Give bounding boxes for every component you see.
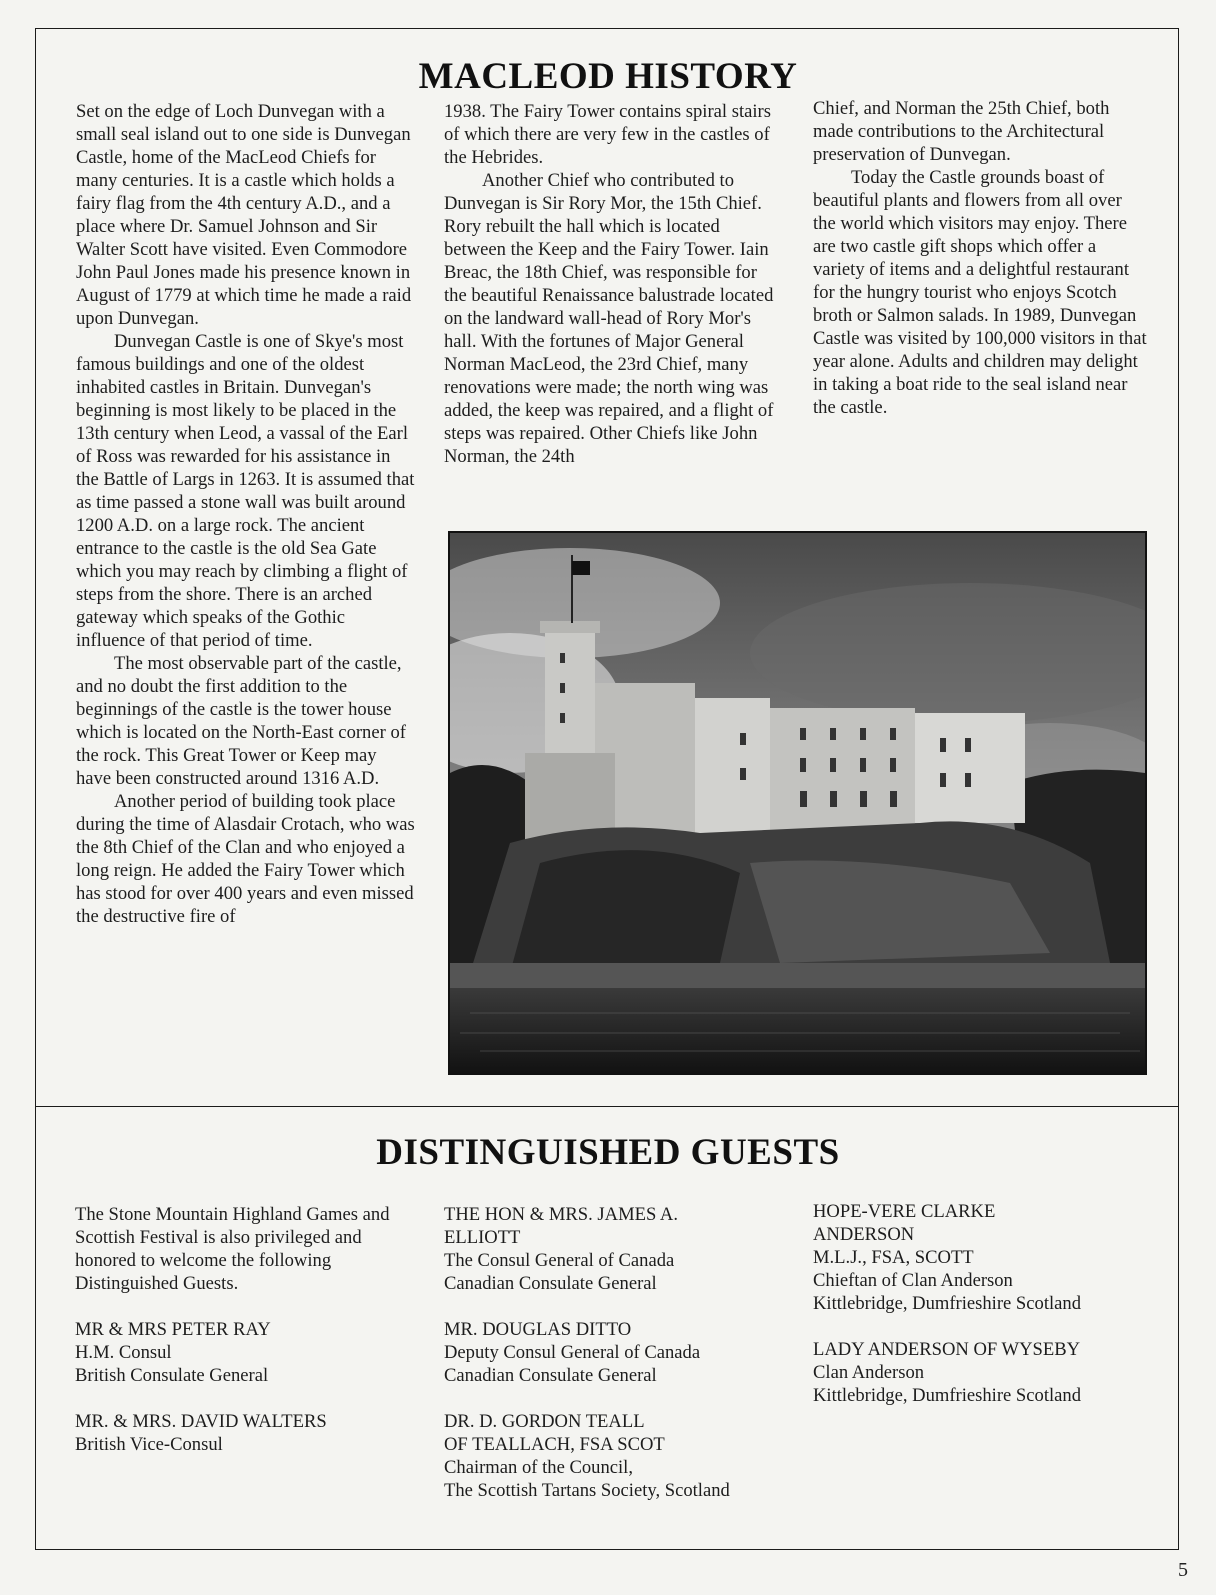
history-title: MACLEOD HISTORY bbox=[418, 56, 798, 97]
guests-title: DISTINGUISHED GUESTS bbox=[376, 1132, 840, 1173]
guest-entry bbox=[444, 1203, 784, 1295]
section-divider bbox=[35, 1106, 1179, 1107]
guest-entry bbox=[444, 1410, 784, 1502]
castle-photo bbox=[448, 531, 1147, 1075]
guest-line: DR. D. GORDON TEALL bbox=[444, 1411, 645, 1432]
history-column-3 bbox=[813, 97, 1148, 419]
guest-line: Chairman of the Council, bbox=[444, 1457, 633, 1478]
guest-line: M.L.J., FSA, SCOTT bbox=[813, 1247, 974, 1268]
history-paragraph: Chief, and Norman the 25th Chief, both made contributions to the Architectural preservation of Dunvegan. bbox=[813, 98, 1110, 165]
guests-column-1 bbox=[75, 1203, 415, 1479]
history-paragraph: Another Chief who contributed to Dunvegan is Sir Rory Mor, the 15th Chief. Rory rebuilt the hall which is located between the Keep and the Fairy Tower. Iain Breac, the 18th Chief, was responsible for the beautiful Renaissance balustrade located on the landward wall-head of Rory Mor's hall. With the fortunes of Major General Norman MacLeod, the 23rd Chief, many renovations were made; the north wing was added, the keep was repaired, and a flight of steps was repaired. Other Chiefs like John Norman, the 24th bbox=[444, 170, 774, 467]
guest-line: Deputy Consul General of Canada bbox=[444, 1342, 701, 1363]
guest-line: Kittlebridge, Dumfrieshire Scotland bbox=[813, 1385, 1081, 1406]
guests-intro bbox=[75, 1203, 415, 1295]
guests-intro-text: The Stone Mountain Highland Games and Scottish Festival is also privileged and honored to welcome the following Distinguished Guests. bbox=[75, 1204, 390, 1294]
guest-line: MR & MRS PETER RAY bbox=[75, 1319, 271, 1340]
guest-line: MR. DOUGLAS DITTO bbox=[444, 1319, 632, 1340]
guest-line: HOPE-VERE CLARKE bbox=[813, 1201, 996, 1222]
guests-column-3 bbox=[813, 1200, 1158, 1430]
history-paragraph: The most observable part of the castle, and no doubt the first addition to the beginnings of the castle is the tower house which is located on the North-East corner of the rock. This Great Tower or Keep may have been constructed around 1316 A.D. bbox=[76, 653, 406, 789]
guest-entry bbox=[444, 1318, 784, 1387]
guest-line: The Consul General of Canada bbox=[444, 1250, 675, 1271]
guests-column-2 bbox=[444, 1203, 784, 1525]
history-paragraph: Today the Castle grounds boast of beautiful plants and flowers from all over the world which visitors may enjoy. There are two castle gift shops which offer a variety of items and a delightful restaurant for the hungry tourist who enjoys Scotch broth or Salmon salads. In 1989, Dunvegan Castle was visited by 100,000 visitors in that year alone. Adults and children may delight in taking a boat ride to the seal island near the castle. bbox=[813, 167, 1147, 418]
guest-line: MR. & MRS. DAVID WALTERS bbox=[75, 1411, 327, 1432]
history-paragraph: Dunvegan Castle is one of Skye's most famous buildings and one of the oldest inhabited castles in Britain. Dunvegan's beginning is most likely to be placed in the 13th century when Leod, a vassal of the Earl of Ross was rewarded for his assistance in the Battle of Largs in 1263. It is assumed that as time passed a stone wall was built around 1200 A.D. on a large rock. The ancient entrance to the castle is the old Sea Gate which you may reach by climbing a flight of steps from the shore. There is an arched gateway which speaks of the Gothic influence of that period of time. bbox=[76, 331, 415, 651]
guest-line: Canadian Consulate General bbox=[444, 1365, 657, 1386]
history-column-1 bbox=[76, 100, 416, 928]
guest-line: Kittlebridge, Dumfrieshire Scotland bbox=[813, 1293, 1081, 1314]
history-paragraph: Another period of building took place during the time of Alasdair Crotach, who was the 8th Chief of the Clan and who enjoyed a long reign. He added the Fairy Tower which has stood for over 400 years and even missed the destructive fire of bbox=[76, 791, 415, 927]
guest-entry bbox=[813, 1200, 1158, 1315]
guest-line: LADY ANDERSON OF WYSEBY bbox=[813, 1339, 1081, 1360]
guest-line: THE HON & MRS. JAMES A. bbox=[444, 1204, 679, 1225]
guest-line: H.M. Consul bbox=[75, 1342, 172, 1363]
history-column-2 bbox=[444, 100, 780, 468]
guest-line: British Consulate General bbox=[75, 1365, 269, 1386]
history-paragraph: 1938. The Fairy Tower contains spiral stairs of which there are very few in the castles of the Hebrides. bbox=[444, 101, 771, 168]
guest-line: OF TEALLACH, FSA SCOT bbox=[444, 1434, 665, 1455]
guest-line: ELLIOTT bbox=[444, 1227, 521, 1248]
guest-line: Chieftan of Clan Anderson bbox=[813, 1270, 1013, 1291]
page-number: 5 bbox=[1178, 1559, 1188, 1581]
guest-entry bbox=[75, 1410, 415, 1456]
guest-line: Canadian Consulate General bbox=[444, 1273, 657, 1294]
guest-line: ANDERSON bbox=[813, 1224, 915, 1245]
guest-line: Clan Anderson bbox=[813, 1362, 925, 1383]
guest-entry bbox=[813, 1338, 1158, 1407]
guest-line: British Vice-Consul bbox=[75, 1434, 223, 1455]
guest-line: The Scottish Tartans Society, Scotland bbox=[444, 1480, 730, 1501]
guest-entry bbox=[75, 1318, 415, 1387]
history-paragraph: Set on the edge of Loch Dunvegan with a small seal island out to one side is Dunvegan Castle, home of the MacLeod Chiefs for many centuries. It is a castle which holds a fairy flag from the 4th century A.D., and a place where Dr. Samuel Johnson and Sir Walter Scott have visited. Even Commodore John Paul Jones made his presence known in August of 1779 at which time he made a raid upon Dunvegan. bbox=[76, 101, 412, 329]
